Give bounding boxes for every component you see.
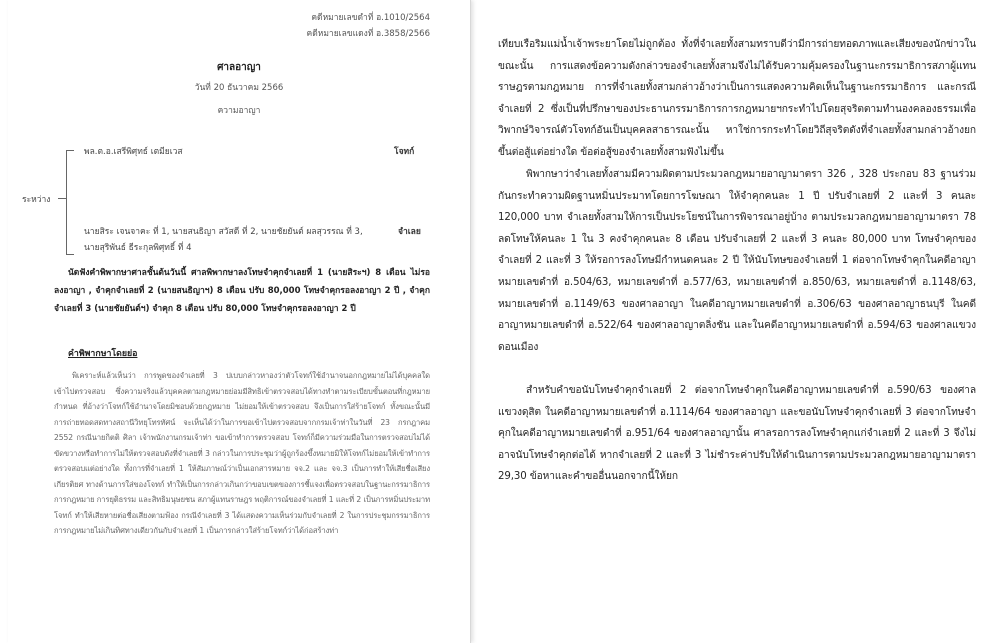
judgment-date: วันที่ 20 ธันวาคม 2566 — [194, 83, 284, 93]
between-label: ระหว่าง — [22, 195, 51, 205]
court-title: ศาลอาญา — [217, 62, 261, 73]
defendants-line-2: นายสุริพันธ์ ธีระกุลพิศุทธิ์ ที่ 4 — [84, 243, 192, 253]
bracket-top-tick — [66, 150, 74, 151]
bracket-bottom-tick — [66, 254, 74, 255]
document-page-left — [8, 0, 471, 643]
paragraph-1: เทียบเรือริมแม่น้ำเจ้าพระยาโดยไม่ถูกต้อง ทั้งที่จำเลยทั้งสามทราบดีว่ามีการถ่ายทอดภาพและเสียงของนักข่าวในขณะนั้น การแสดงข้อความดังกล่าวของจำเลยทั้งสามจึงไม่ได้รับความคุ้มครองในฐานะกรรมาธิการสภาผู้แทนราษฎรตามกฎหมาย การที่จำเลยทั้งสามกล่าวอ้างว่าเป็นการแสดงความคิดเห็นในฐานะกรรมาธิการ และกรณีจำเลยที่ 2 ซึ่งเป็นที่ปรึกษาของประธานกรรมาธิการการกฎหมายฯกระทำไปโดยสุจริตตามทำนองคลองธรรมเพื่อวิพากษ์วิจารณ์ตัวโจทก์อันเป็นบุคคลสาธารณะนั้น หาใช่การกระทำโดยวิถีสุจริตดังที่จำเลยทั้งสามกล่าวอ้างยกขึ้นต่อสู้แต่อย่างใด ข้อต่อสู้ของจำเลยทั้งสามฟังไม่ขึ้น — [498, 39, 976, 158]
bracket-mid-tick — [58, 198, 66, 199]
paragraph-2: พิพากษาว่าจำเลยทั้งสามมีความผิดตามประมวลกฎหมายอาญามาตรา 326 , 328 ประกอบ 83 ฐานร่วมกันกระทำความผิดฐานหมิ่นประมาทโดยการโฆษณา ให้จำคุกคนละ 1 ปี ปรับจำเลยที่ 2 และที่ 3 คนละ 120,000 บาท จำเลยทั้งสามให้การเป็นประโยชน์ในการพิจารณาอยู่บ้าง ตามประมวลกฎหมายอาญามาตรา 78 ลดโทษให้คนละ 1 ใน 3 คงจำคุกคนละ 8 เดือน ปรับจำเลยที่ 2 และที่ 3 คนละ 80,000 บาท โทษจำคุกของจำเลยที่ 2 และที่ 3 ให้รอการลงโทษมีกำหนดคนละ 2 ปี ให้นับโทษของจำเลยที่ 1 ต่อจากโทษจำคุกในคดีอาญาหมายเลขดำที่ อ.504/63, หมายเลขดำที่ อ.577/63, หมายเลขดำที่ อ.850/63, หมายเลขดำที่ อ.1148/63, หมายเลขดำที่ อ.1149/63 ของศาลอาญา ในคดีอาญาหมายเลขดำที่ อ.306/63 ของศาลอาญาธนบุรี ในคดีอาญาหมายเลขดำที่ อ.522/64 ของศาลอาญาตลิ่งชัน และในคดีอาญาหมายเลขดำที่ อ.594/63 ของศาลแขวงดอนเมือง — [498, 169, 976, 353]
parties-bracket — [66, 150, 67, 254]
summary-body: พิเคราะห์แล้วเห็นว่า การพูดของจำเลยที่ 3 ปเบบกล่าวหาองว่าตัวโจทก์ใช้อำนาจนอกกฎหมายไม่ได้บุคคลใดเข้าไปตรวจสอบ ซึ่งความจริงแล้วบุคคลตามกฎหมายย่อมมีสิทธิเข้าตรวจสอบได้ทางทำตามระเบียบขั้นตอนที่กฎหมายกำหนด ที่อ้างว่าโจทก์ใช้อำนาจโดยมิชอบด้วยกฎหมาย ไม่ยอมให้เข้าตรวจสอบ จึงเป็นการใส่ร้ายโจทก์ ทั้งขณะนั้นมีการถ่ายทอดสดทางสถานีวิทยุโทรทัศน์ จะเห็นได้ว่าในการขอเข้าไปตรวจสอบจากกรมเจ้าท่าในวันที่ 23 กรกฎาคม 2552 กรณีนายกิตติ ศิลา เจ้าพนักงานกรมเจ้าท่า ขอเข้าทำการตรวจสอบ โจทก์ก็มีความร่วมมือในการตรวจสอบไม่ได้ขัดขวางหรือทำการไม่ให้ตรวจสอบดังที่จำเลยที่ 3 กล่าวในการประชุมว่าผู้ถูกร้องขึ้งหมายมิให้โจทก์ไม่ยอมให้เข้าทำการตรวจสอบแต่อย่างใด ทั้งการที่จำเลยที่ 1 ให้สัมภาษณ์ว่าเป็นเอกสารหมาย จจ.2 และ จจ.3 เป็นการทำให้เสียชื่อเสียง เกียรติยศ ทางด้านการใส่ของโจทก์ ทำให้เป็นการกล่าวเกินกว่าขอบเขตของการชี้แจงเพื่อตรวจสอบในฐานะกรรมาธิการการกฎหมาย การยุติธรรม และสิทธิมนุษยชน สภาผู้แทนราษฎร พฤติการณ์ของจำเลยที่ 1 และที่ 2 เป็นการหมิ่นประมาทโจทก์ ทำให้เสียหายต่อชื่อเสียงตามฟ้อง กรณีจำเลยที่ 3 ได้แสดงความเห็นร่วมกับจำเลยที่ 2 ในการประชุมกรรมาธิการการกฎหมายไม่เกินทิศทางเดียวกันกับจำเลยที่ 1 เป็นการกล่าวใส่ร้ายโจทก์ว่าได้ก่อสร้างท่า — [54, 371, 430, 535]
defendant-role: จำเลย — [398, 227, 421, 237]
defendants-line-1: นายสิระ เจนจาคะ ที่ 1, นายสนธิญา สวัสดี ที่ 2, นายชัยยันต์ ผลสุวรรณ ที่ 3, — [84, 227, 363, 237]
summary-heading: คำพิพากษาโดยย่อ — [68, 349, 138, 359]
judgment-summary: นัดฟังคำพิพากษาศาลชั้นต้นวันนี้ ศาลพิพากษาลงโทษจำคุกจำเลยที่ 1 (นายสิระฯ) 8 เดือน ไม่รอลงอาญา , จำคุกจำเลยที่ 2 (นายสนธิญาฯ) 8 เดือน ปรับ 80,000 โทษจำคุกรอลงอาญา 2 ปี , จำคุกจำเลยที่ 3 (นายชัยยันต์ฯ) จำคุก 8 เดือน ปรับ 80,000 โทษจำคุกรอลงอาญา 2 ปี — [54, 268, 430, 314]
plaintiff-role: โจทก์ — [394, 147, 415, 157]
black-case-number: คดีหมายเลขดำที่ อ.1010/2564 — [311, 13, 430, 23]
red-case-number: คดีหมายเลขแดงที่ อ.3858/2566 — [306, 29, 430, 39]
document-page-right — [484, 0, 992, 643]
paragraph-3: สำหรับคำขอนับโทษจำคุกจำเลยที่ 2 ต่อจากโทษจำคุกในคดีอาญาหมายเลขดำที่ อ.590/63 ของศาลแขวงดุสิต ในคดีอาญาหมายเลขดำที่ อ.1114/64 ของศาลอาญา และขอนับโทษจำคุกจำเลยที่ 3 ต่อจากโทษจำคุกในคดีอาญาหมายเลขดำที่ อ.951/64 ของศาลอาญานั้น ศาลรอการลงโทษจำคุกแก่จำเลยที่ 2 และที่ 3 จึงไม่อาจนับโทษจำคุกต่อได้ หากจำเลยที่ 2 และที่ 3 ไม่ชำระค่าปรับให้ดำเนินการตามประมวลกฎหมายอาญามาตรา 29,30 ข้อหาและคำขออื่นนอกจากนี้ให้ยก — [498, 385, 976, 483]
plaintiff-name: พล.ต.อ.เสรีพิศุทธ์ เตมียเวส — [84, 147, 183, 157]
case-type: ความอาญา — [217, 106, 261, 116]
